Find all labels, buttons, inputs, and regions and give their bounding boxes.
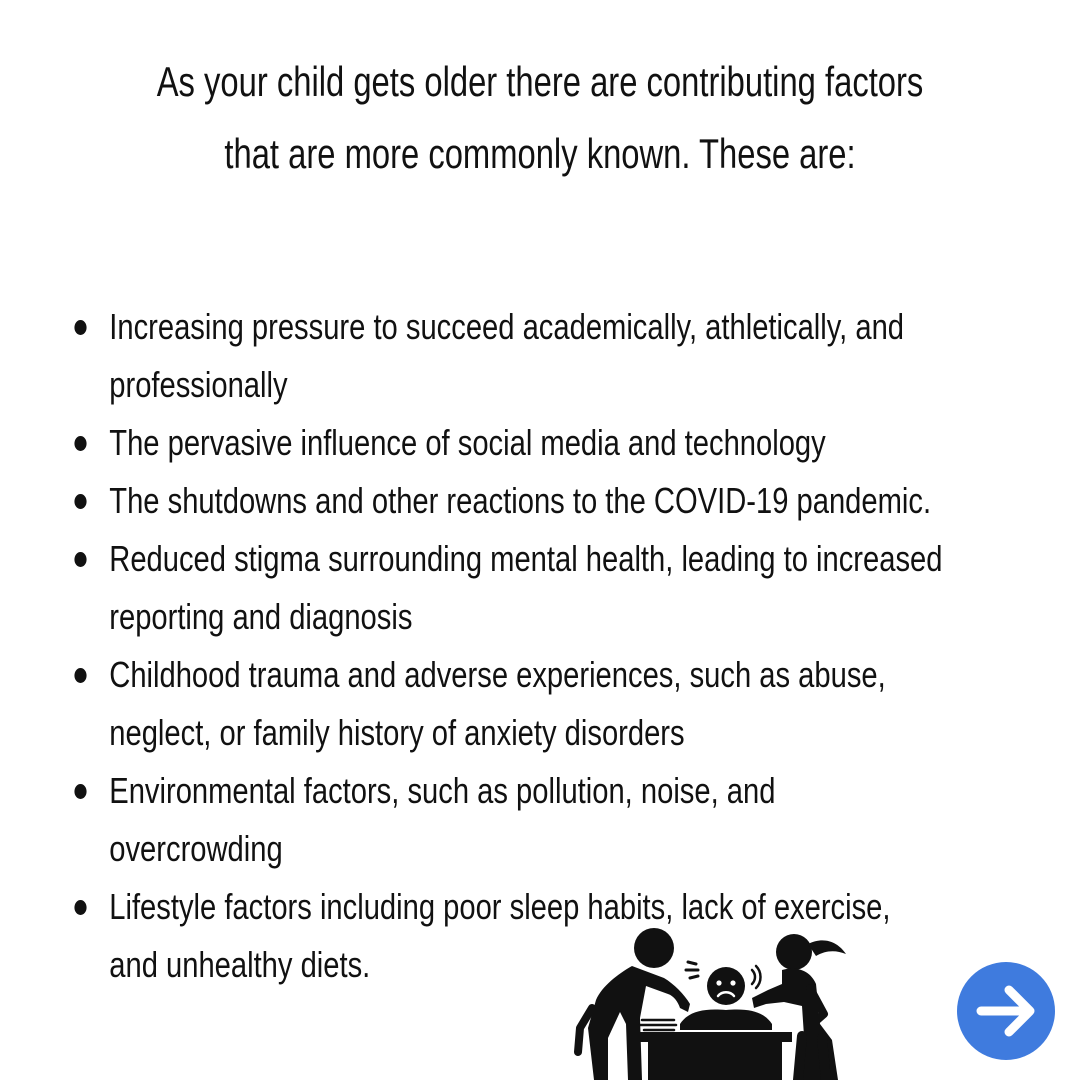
list-item <box>72 530 1036 646</box>
bullet-icon <box>74 668 86 683</box>
list-item <box>72 762 1036 878</box>
list-item-text: The shutdowns and other reactions to the COVID-19 pandemic. <box>109 480 932 521</box>
list-item-text: The pervasive influence of social media and technology <box>109 422 826 463</box>
stressed-child-with-parents-icon <box>570 928 880 1080</box>
list-item <box>72 878 1036 994</box>
next-button[interactable] <box>957 962 1055 1060</box>
list-item-text: Reduced stigma surrounding mental health, leading to increased <box>109 538 943 579</box>
factor-list <box>72 298 1036 994</box>
list-item-text: and unhealthy diets. <box>109 944 371 985</box>
list-item-text: professionally <box>109 364 288 405</box>
bullet-icon <box>74 900 86 915</box>
list-item <box>72 472 1036 530</box>
list-item-text: Increasing pressure to succeed academically, athletically, and <box>109 306 905 347</box>
heading <box>150 46 930 190</box>
bullet-icon <box>74 552 86 567</box>
bullet-icon <box>74 784 86 799</box>
bullet-icon <box>74 494 86 509</box>
bullet-icon <box>74 320 86 335</box>
list-item-text: reporting and diagnosis <box>109 596 413 637</box>
list-item-text: neglect, or family history of anxiety disorders <box>109 712 685 753</box>
bullet-icon <box>74 436 86 451</box>
list-item-text: Lifestyle factors including poor sleep habits, lack of exercise, <box>109 886 891 927</box>
list-item <box>72 414 1036 472</box>
list-item <box>72 646 1036 762</box>
list-item-text: overcrowding <box>109 828 283 869</box>
heading-line: As your child gets older there are contributing factors <box>156 58 924 105</box>
arrow-right-icon <box>957 962 1055 1060</box>
list-item-text: Childhood trauma and adverse experiences, such as abuse, <box>109 654 886 695</box>
heading-line: that are more commonly known. These are: <box>224 130 856 177</box>
list-item-text: Environmental factors, such as pollution, noise, and <box>109 770 776 811</box>
list-item <box>72 298 1036 414</box>
